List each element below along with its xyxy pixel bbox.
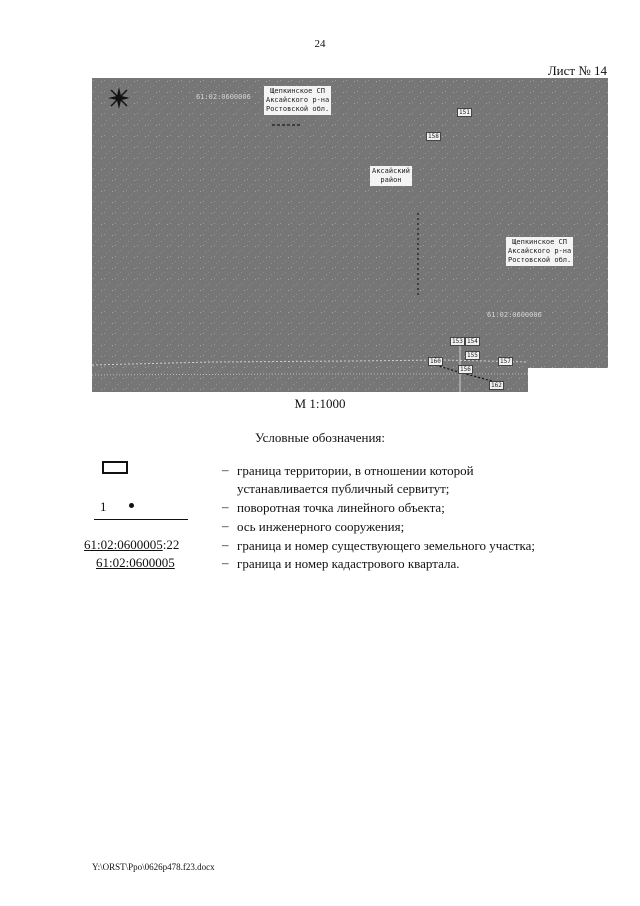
map-label-aksaysky: Аксайский район bbox=[372, 167, 410, 184]
cadastral-number-label: 61:02:0600006 bbox=[487, 311, 542, 319]
legend-text-axis: ось инженерного сооружения; bbox=[237, 519, 405, 534]
page-number: 24 bbox=[314, 38, 326, 50]
legend-parcel-code bbox=[84, 537, 179, 553]
map-label-shchepkinskoe-right: Щепкинское СП Аксайского р-на Ростовской обл. bbox=[508, 238, 572, 264]
legend-text-point: поворотная точка линейного объекта; bbox=[237, 500, 445, 515]
compass-rose-icon bbox=[108, 87, 130, 109]
legend-parcel-code-number: 61:02:0600005 bbox=[84, 537, 163, 552]
legend-quarter-code-number: 61:02:0600005 bbox=[96, 555, 175, 570]
legend-text-quarter: граница и номер кадастрового квартала. bbox=[237, 556, 460, 571]
cadastral-number-label: 61:02:0600006 bbox=[196, 93, 251, 101]
legend-text-boundary-line1: граница территории, в отношении которой bbox=[237, 463, 474, 478]
sheet-label: Лист № 14 bbox=[547, 63, 607, 78]
legend-parcel-code-suffix: :22 bbox=[162, 537, 180, 552]
point-tag: 158 bbox=[428, 133, 439, 140]
point-tag: 151 bbox=[459, 109, 470, 116]
legend-dash: – bbox=[222, 518, 229, 533]
point-tag: 156 bbox=[460, 366, 471, 373]
footer-file-path: Y:\ORST\Ppo\0626p478.f23.docx bbox=[92, 862, 215, 872]
legend-title: Условные обозначения: bbox=[254, 430, 386, 445]
legend-dash: – bbox=[222, 537, 229, 552]
point-tag: 160 bbox=[430, 358, 441, 365]
legend-point-dot-icon bbox=[129, 503, 134, 508]
point-tag: 162 bbox=[491, 382, 502, 389]
legend-text-parcel: граница и номер существующего земельного участка; bbox=[237, 538, 536, 553]
map-drawing bbox=[92, 78, 608, 392]
point-tag: 157 bbox=[500, 358, 511, 365]
legend-text-boundary-line2: устанавливается публичный сервитут; bbox=[237, 481, 450, 496]
legend-dash: – bbox=[222, 462, 229, 477]
map-image bbox=[92, 78, 608, 392]
map-scale: М 1:1000 bbox=[294, 396, 346, 411]
legend-dash: – bbox=[222, 555, 229, 570]
legend-quarter-code bbox=[96, 555, 175, 571]
legend-point-number: 1 bbox=[100, 499, 107, 514]
point-tag: 153 bbox=[452, 338, 463, 345]
point-tag: 154 bbox=[467, 338, 478, 345]
legend-boundary-rect-icon bbox=[102, 461, 128, 474]
legend-dash: – bbox=[222, 499, 229, 514]
map-label-shchepkinskoe-top: Щепкинское СП Аксайского р-на Ростовской обл. bbox=[266, 87, 330, 113]
point-tag: 155 bbox=[467, 352, 478, 359]
legend-axis-line-icon bbox=[94, 519, 188, 520]
